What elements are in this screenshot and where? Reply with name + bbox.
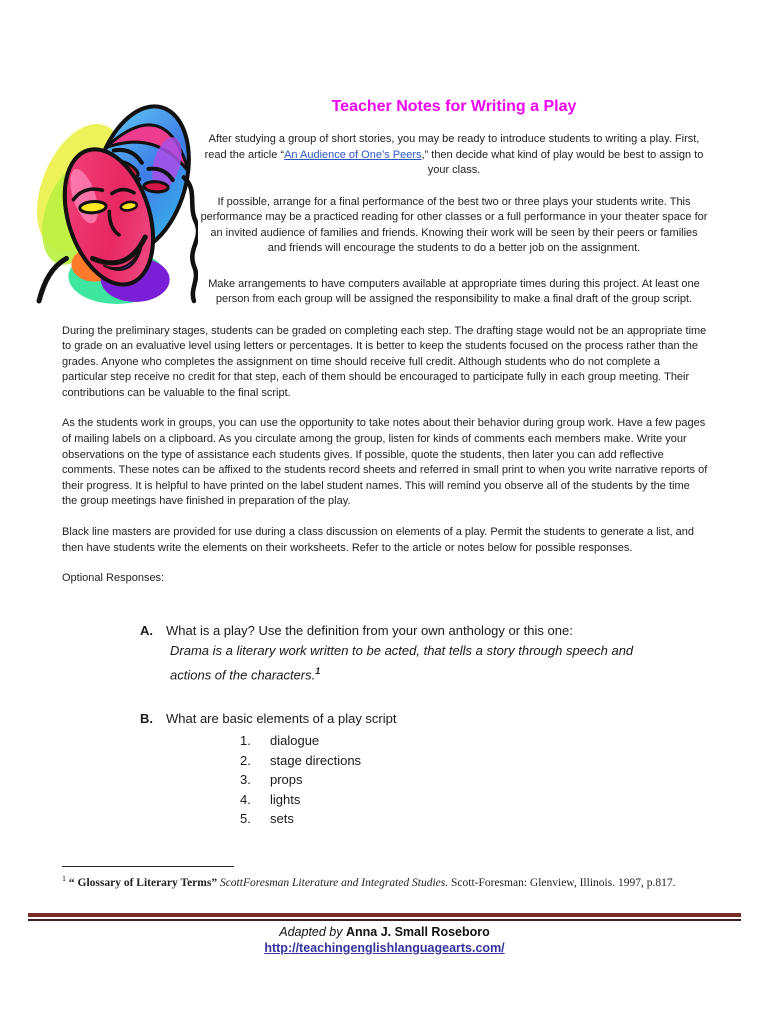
main-paragraphs bbox=[62, 324, 708, 587]
list-item bbox=[240, 731, 708, 751]
intro-p1-after: ,” then decide what kind of play would be best to assign to your class. bbox=[421, 148, 704, 176]
footnote-book-title: ScottForesman Literature and Integrated Studies. bbox=[219, 876, 449, 889]
divider-thin-line bbox=[28, 919, 741, 921]
page-footer bbox=[28, 925, 741, 957]
footnote-separator-line bbox=[62, 866, 234, 867]
intro-p1-before: After studying a group of short stories, you may be ready to introduce students to writing a play. First, read the article “ bbox=[204, 133, 700, 161]
paragraph-black-line-masters: Black line masters are provided for use during a class discussion on elements of a play. Permit the students to generate a list, and then have students write the elements on their worksheets. Refer to the article or notes below for possible responses. bbox=[62, 526, 695, 554]
list-item-label: lights bbox=[270, 791, 301, 807]
footnote-citation bbox=[62, 872, 710, 890]
article-hyperlink[interactable]: An Audience of One’s Peers bbox=[284, 148, 422, 161]
optional-responses-label: Optional Responses: bbox=[62, 572, 165, 585]
list-item-number: 5. bbox=[240, 811, 251, 827]
list-item-number: 1. bbox=[240, 733, 251, 749]
document-body bbox=[62, 0, 708, 829]
list-item bbox=[240, 751, 708, 771]
list-item-label: sets bbox=[270, 811, 294, 827]
response-b bbox=[140, 709, 708, 729]
response-a bbox=[140, 621, 708, 641]
list-item-number: 2. bbox=[240, 752, 251, 768]
footer-website-link[interactable]: http://teachingenglishlanguagearts.com/ bbox=[264, 941, 505, 955]
response-a-label: A. bbox=[140, 622, 153, 638]
list-item bbox=[240, 770, 708, 790]
footnote-section bbox=[62, 866, 710, 890]
footnote-title: “ Glossary of Literary Terms” bbox=[66, 876, 220, 889]
author-name: Anna J. Small Roseboro bbox=[345, 925, 490, 939]
response-b-text: What are basic elements of a play script bbox=[166, 711, 397, 727]
paragraph-grading: During the preliminary stages, students can be graded on completing each step. The drafting stage would not be an appropriate time to grade on an evaluative level using letters or percentages. It is better to keep the students focused on the process rather than the grades. Anyone who completes the assignment on time should receive full credit. Although students who do not complete a particular step receive no credit for that step, each of them should be encouraged to participate fully in each group meeting. Their contributions can be valuable to the final script. bbox=[62, 324, 707, 399]
list-item-label: stage directions bbox=[270, 752, 362, 768]
list-item bbox=[240, 790, 708, 810]
list-item-label: props bbox=[270, 772, 303, 788]
play-elements-list bbox=[240, 731, 708, 829]
paragraph-group-notes: As the students work in groups, you can use the opportunity to take notes about their behavior during group work. Have a few pages of mailing labels on a clipboard. As you circulate among the group, listen for kinds of comments each members make. Write your observations on the type of assistance each students gives. If possible, quote the students, then later you can add reflective comments. These notes can be affixed to the students record sheets and referred in small print to when you write narrative reports of their progress. It is helpful to have printed on the label student names. This will remind you observe all of the students by the time the group meetings have finished in preparation of the play. bbox=[62, 417, 708, 508]
list-item bbox=[240, 809, 708, 829]
list-item-number: 4. bbox=[240, 791, 251, 807]
list-item-number: 3. bbox=[240, 772, 251, 788]
footnote-publisher: Scott-Foresman: Glenview, Illinois. 1997, p.817. bbox=[448, 876, 676, 889]
footer-divider-rule bbox=[28, 913, 741, 921]
page-title: Teacher Notes for Writing a Play bbox=[331, 98, 577, 115]
footnote-reference-marker: 1 bbox=[315, 665, 321, 676]
adapted-by-line bbox=[28, 925, 741, 939]
intro-paragraph-1 bbox=[200, 132, 708, 179]
intro-paragraph-3: Make arrangements to have computers available at appropriate times during this project. At least one person from each group will be assigned the responsibility to make a final draft of the group script. bbox=[208, 277, 700, 305]
adapted-by-text: Adapted by bbox=[279, 925, 346, 939]
response-b-label: B. bbox=[140, 711, 153, 727]
intro-paragraph-2: If possible, arrange for a final performance of the best two or three plays your students write. This performance may be a practiced reading for other classes or a full performance in your theater space for an invited audience of families and friends. Knowing their work will be seen by their peers or families and friends will encourage the students to do a better job on the assignment. bbox=[200, 195, 708, 254]
footnote-marker: 1 bbox=[62, 874, 66, 883]
response-a-text: What is a play? Use the definition from your own anthology or this one: bbox=[166, 622, 573, 638]
responses-section bbox=[140, 621, 708, 829]
list-item-label: dialogue bbox=[270, 733, 320, 749]
intro-section bbox=[200, 132, 708, 308]
drama-definition-text: Drama is a literary work written to be acted, that tells a story through speech and actions of the characters. bbox=[170, 642, 634, 683]
drama-definition bbox=[170, 641, 640, 685]
